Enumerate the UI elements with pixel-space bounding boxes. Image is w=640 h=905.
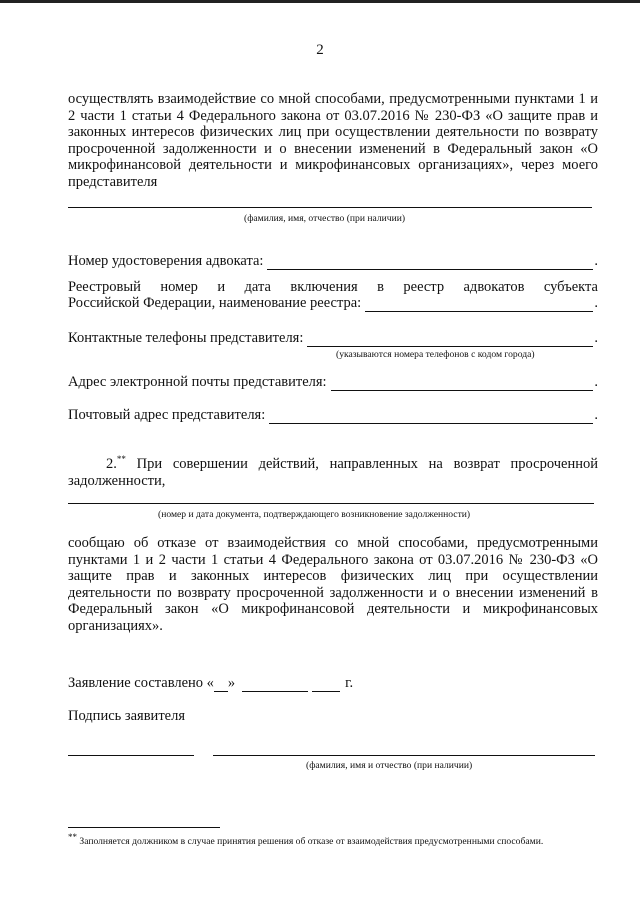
registry-field: Российской Федерации, наименование реестра: . [68, 295, 598, 311]
item-2-paragraph [68, 456, 598, 489]
phones-caption: (указываются номера телефонов с кодом города) [336, 349, 535, 360]
signature-label: Подпись заявителя [68, 708, 185, 724]
footnote-mark: ** [68, 831, 77, 842]
lawyer-id-input-line[interactable] [267, 255, 593, 270]
lawyer-id-label: Номер удостоверения адвоката: [68, 253, 264, 269]
date-month-line[interactable] [242, 677, 308, 692]
email-input-line[interactable] [331, 376, 594, 391]
representative-name-caption: (фамилия, имя, отчество (при наличии) [244, 213, 406, 224]
footnote-rule [68, 827, 220, 828]
registry-label: Российской Федерации, наименование реестра: [68, 295, 362, 311]
email-field: Адрес электронной почты представителя: . [68, 374, 598, 390]
signature-line[interactable] [68, 755, 194, 756]
lawyer-id-field: Номер удостоверения адвоката: . [68, 253, 598, 269]
date-suffix: г. [345, 675, 354, 691]
signer-name-caption: (фамилия, имя и отчество (при наличии) [306, 760, 473, 771]
debt-document-line[interactable] [68, 503, 594, 504]
phones-field: Контактные телефоны представителя: . [68, 330, 598, 346]
refusal-paragraph: сообщаю об отказе от взаимодействия со мной способами, предусмотренными пунктами 1 и 2 части 1 статьи 4 Федерального закона от 03.07.2016 № 230-ФЗ «О защите прав и законных интересов физических лиц при осуществлении деятельности по возврату просроченной задолженности и о внесении изменений в Федеральный закон «О микрофинансовой деятельности и микрофинансовых организациях». [68, 535, 598, 634]
email-label: Адрес электронной почты представителя: [68, 374, 327, 390]
item-2-footnote-mark: ** [116, 454, 126, 465]
page-number: 2 [316, 42, 324, 58]
item-2-number: 2. [106, 456, 117, 472]
signer-name-line[interactable] [213, 755, 595, 756]
date-quote-close: » [227, 675, 236, 691]
footnote-text: Заполняется должником в случае принятия решения об отказе от взаимодействия предусмотренными способами. [79, 836, 544, 847]
intro-paragraph: осуществлять взаимодействие со мной способами, предусмотренными пунктами 1 и 2 части 1 статьи 4 Федерального закона от 03.07.2016 № 230-ФЗ «О защите прав и законных интересов физических лиц при осуществлении деятельности по возврату просроченной задолженности и о внесении изменений в Федеральный закон «О микрофинансовой деятельности и микрофинансовых организациях», через моего представителя [68, 91, 598, 190]
registry-input-line[interactable] [365, 297, 593, 312]
phones-label: Контактные телефоны представителя: [68, 330, 304, 346]
registry-line-1: Реестровый номер и дата включения в реестр адвокатов субъекта [68, 279, 598, 295]
postal-label: Почтовый адрес представителя: [68, 407, 266, 423]
date-label: Заявление составлено « [68, 675, 214, 691]
item-2-text: При совершении действий, направленных на возврат просроченной задолженности, [68, 456, 598, 489]
postal-field: Почтовый адрес представителя: . [68, 407, 598, 423]
date-day-line[interactable] [214, 677, 228, 692]
postal-input-line[interactable] [269, 409, 593, 424]
scan-top-edge [0, 0, 640, 3]
date-year-line[interactable] [312, 677, 340, 692]
phones-input-line[interactable] [307, 332, 593, 347]
footnote [68, 831, 544, 847]
debt-document-caption: (номер и дата документа, подтверждающего возникновение задолженности) [158, 509, 471, 520]
representative-name-line[interactable] [68, 207, 592, 208]
statement-date-row [68, 674, 353, 692]
